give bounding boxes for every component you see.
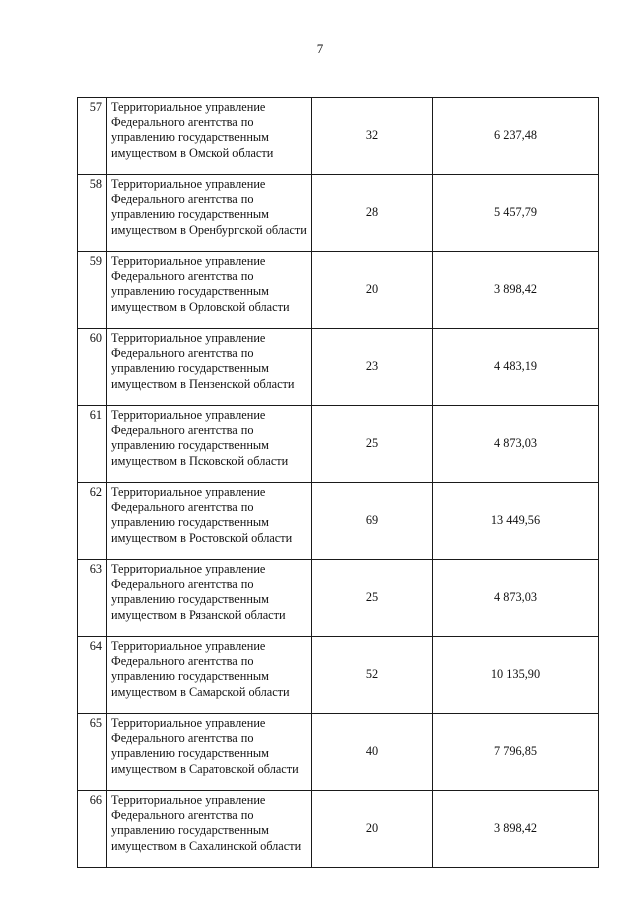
amount: 6 237,48: [433, 98, 599, 175]
row-number: 62: [78, 483, 107, 560]
table-row: [78, 637, 599, 714]
staff-count: 20: [312, 252, 433, 329]
agency-name: Территориальное управление Федерального агентства по управлению государственным имуществом в Рязанской области: [107, 560, 312, 637]
agency-name: Территориальное управление Федерального агентства по управлению государственным имуществом в Саратовской области: [107, 714, 312, 791]
row-number: 65: [78, 714, 107, 791]
amount: 10 135,90: [433, 637, 599, 714]
table-row: [78, 406, 599, 483]
amount: 4 873,03: [433, 560, 599, 637]
staff-count: 32: [312, 98, 433, 175]
agency-name: Территориальное управление Федерального агентства по управлению государственным имуществом в Оренбургской области: [107, 175, 312, 252]
amount: 7 796,85: [433, 714, 599, 791]
agency-name: Территориальное управление Федерального агентства по управлению государственным имуществом в Ростовской области: [107, 483, 312, 560]
page-number: 7: [316, 41, 324, 56]
table-row: [78, 329, 599, 406]
staff-count: 20: [312, 791, 433, 868]
amount: 4 873,03: [433, 406, 599, 483]
staff-count: 25: [312, 406, 433, 483]
row-number: 63: [78, 560, 107, 637]
row-number: 59: [78, 252, 107, 329]
staff-count: 25: [312, 560, 433, 637]
row-number: 64: [78, 637, 107, 714]
allocation-table: [77, 97, 599, 868]
table-row: [78, 560, 599, 637]
agency-name: Территориальное управление Федерального агентства по управлению государственным имуществом в Омской области: [107, 98, 312, 175]
agency-name: Территориальное управление Федерального агентства по управлению государственным имуществом в Псковской области: [107, 406, 312, 483]
row-number: 66: [78, 791, 107, 868]
staff-count: 52: [312, 637, 433, 714]
table-row: [78, 483, 599, 560]
agency-name: Территориальное управление Федерального агентства по управлению государственным имуществом в Самарской области: [107, 637, 312, 714]
table-row: [78, 791, 599, 868]
amount: 13 449,56: [433, 483, 599, 560]
amount: 3 898,42: [433, 252, 599, 329]
staff-count: 40: [312, 714, 433, 791]
staff-count: 23: [312, 329, 433, 406]
amount: 4 483,19: [433, 329, 599, 406]
staff-count: 28: [312, 175, 433, 252]
table-row: [78, 714, 599, 791]
table-row: [78, 98, 599, 175]
agency-name: Территориальное управление Федерального агентства по управлению государственным имуществом в Сахалинской области: [107, 791, 312, 868]
row-number: 60: [78, 329, 107, 406]
amount: 3 898,42: [433, 791, 599, 868]
table-row: [78, 252, 599, 329]
row-number: 57: [78, 98, 107, 175]
staff-count: 69: [312, 483, 433, 560]
row-number: 61: [78, 406, 107, 483]
agency-name: Территориальное управление Федерального агентства по управлению государственным имуществом в Пензенской области: [107, 329, 312, 406]
agency-name: Территориальное управление Федерального агентства по управлению государственным имуществом в Орловской области: [107, 252, 312, 329]
row-number: 58: [78, 175, 107, 252]
table-row: [78, 175, 599, 252]
amount: 5 457,79: [433, 175, 599, 252]
